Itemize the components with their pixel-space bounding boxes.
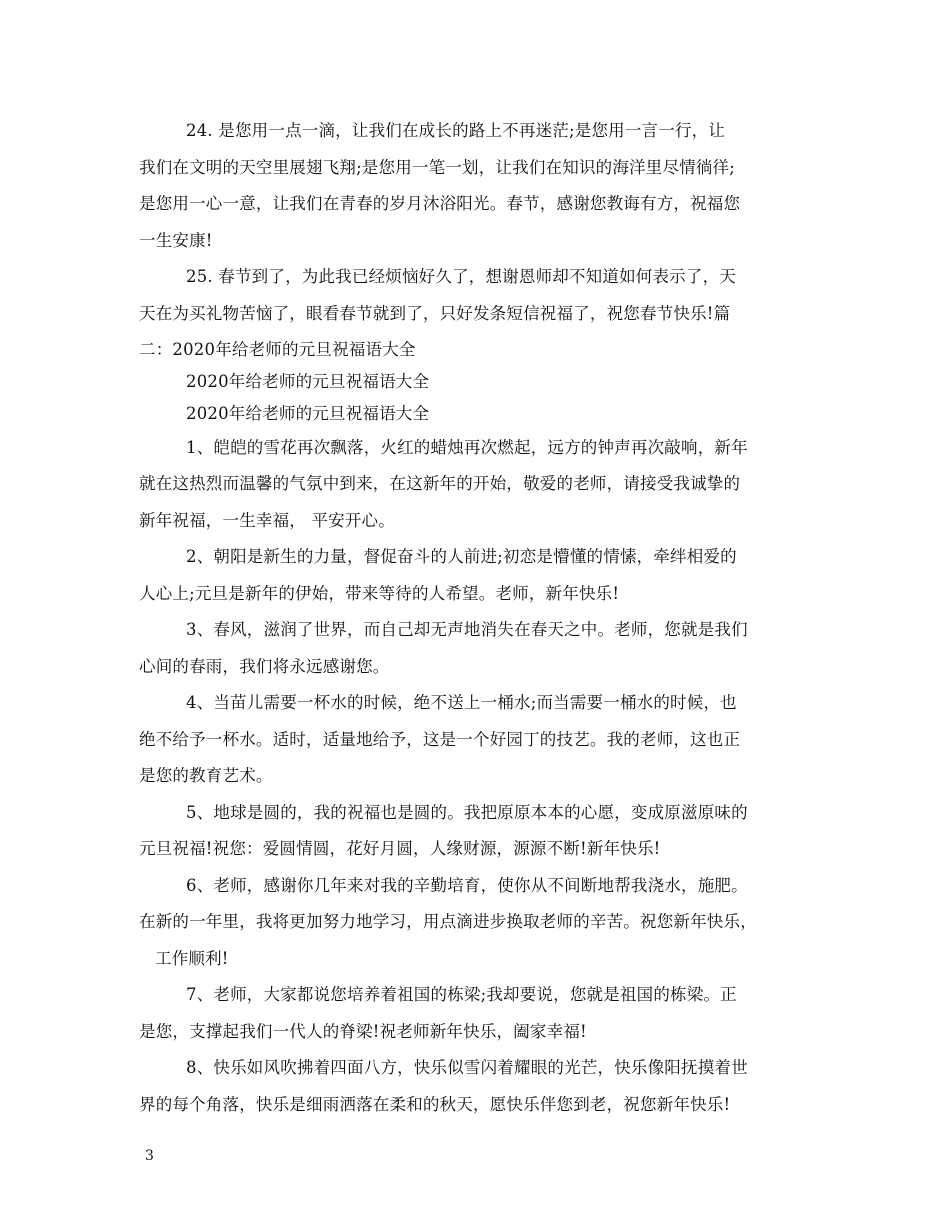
text-line: 一生安康! <box>139 231 213 250</box>
text-line: 2、朝阳是新生的力量，督促奋斗的人前进;初恋是懵懂的情愫，牵绊相爱的 <box>186 547 737 566</box>
text-line: 7、老师，大家都说您培养着祖国的栋梁;我却要说，您就是祖国的栋梁。正 <box>186 985 737 1004</box>
text-line: 1、皑皑的雪花再次飘落，火红的蜡烛再次燃起，远方的钟声再次敲响，新年 <box>186 438 748 457</box>
text-line: 在新的一年里，我将更加努力地学习，用点滴进步换取老师的辛苦。祝您新年快乐， <box>139 912 757 931</box>
section-heading: 2020年给老师的元旦祝福语大全 <box>186 404 430 423</box>
text-line: 是您，支撑起我们一代人的脊梁!祝老师新年快乐，阖家幸福! <box>139 1022 587 1041</box>
text-line: 24. 是您用一点一滴，让我们在成长的路上不再迷茫;是您用一言一行，让 <box>186 121 726 140</box>
text-line: 是您用一心一意，让我们在青春的岁月沐浴阳光。春节，感谢您教诲有方，祝福您 <box>139 194 741 213</box>
text-line: 工作顺利! <box>155 949 229 968</box>
text-line: 25. 春节到了，为此我已经烦恼好久了，想谢恩师却不知道如何表示了，天 <box>186 267 736 286</box>
text-line: 心间的春雨，我们将永远感谢您。 <box>139 657 390 676</box>
text-line: 二：2020年给老师的元旦祝福语大全 <box>139 340 416 359</box>
page-number: 3 <box>145 1148 154 1164</box>
text-line: 元旦祝福!祝您：爱圆情圆，花好月圆，人缘财源，源源不断!新年快乐! <box>139 839 661 858</box>
section-heading: 2020年给老师的元旦祝福语大全 <box>186 372 430 391</box>
text-line: 5、地球是圆的，我的祝福也是圆的。我把原原本本的心愿，变成原滋原味的 <box>186 803 748 822</box>
text-line: 我们在文明的天空里展翅飞翔;是您用一笔一划，让我们在知识的海洋里尽情徜徉; <box>139 158 736 177</box>
text-line: 界的每个角落，快乐是细雨洒落在柔和的秋天，愿快乐伴您到老，祝您新年快乐! <box>139 1095 731 1114</box>
text-line: 6、老师，感谢你几年来对我的辛勤培育，使你从不间断地帮我浇水，施肥。 <box>186 876 748 895</box>
text-line: 4、当苗儿需要一杯水的时候，绝不送上一桶水;而当需要一桶水的时候，也 <box>186 693 737 712</box>
text-line: 新年祝福，一生幸福， 平安开心。 <box>139 511 395 530</box>
text-line: 就在这热烈而温馨的气氛中到来，在这新年的开始，敬爱的老师，请接受我诚挚的 <box>139 474 741 493</box>
text-line: 8、快乐如风吹拂着四面八方，快乐似雪闪着耀眼的光芒，快乐像阳抚摸着世 <box>186 1058 748 1077</box>
text-line: 3、春风，滋润了世界，而自己却无声地消失在春天之中。老师，您就是我们 <box>186 620 748 639</box>
text-line: 人心上;元旦是新年的伊始，带来等待的人希望。老师，新年快乐! <box>139 584 620 603</box>
text-line: 是您的教育艺术。 <box>139 766 273 785</box>
text-line: 绝不给予一杯水。适时，适量地给予，这是一个好园丁的技艺。我的老师，这也正 <box>139 730 741 749</box>
text-line: 天在为买礼物苦恼了，眼看春节就到了，只好发条短信祝福了，祝您春节快乐!篇 <box>139 304 731 323</box>
